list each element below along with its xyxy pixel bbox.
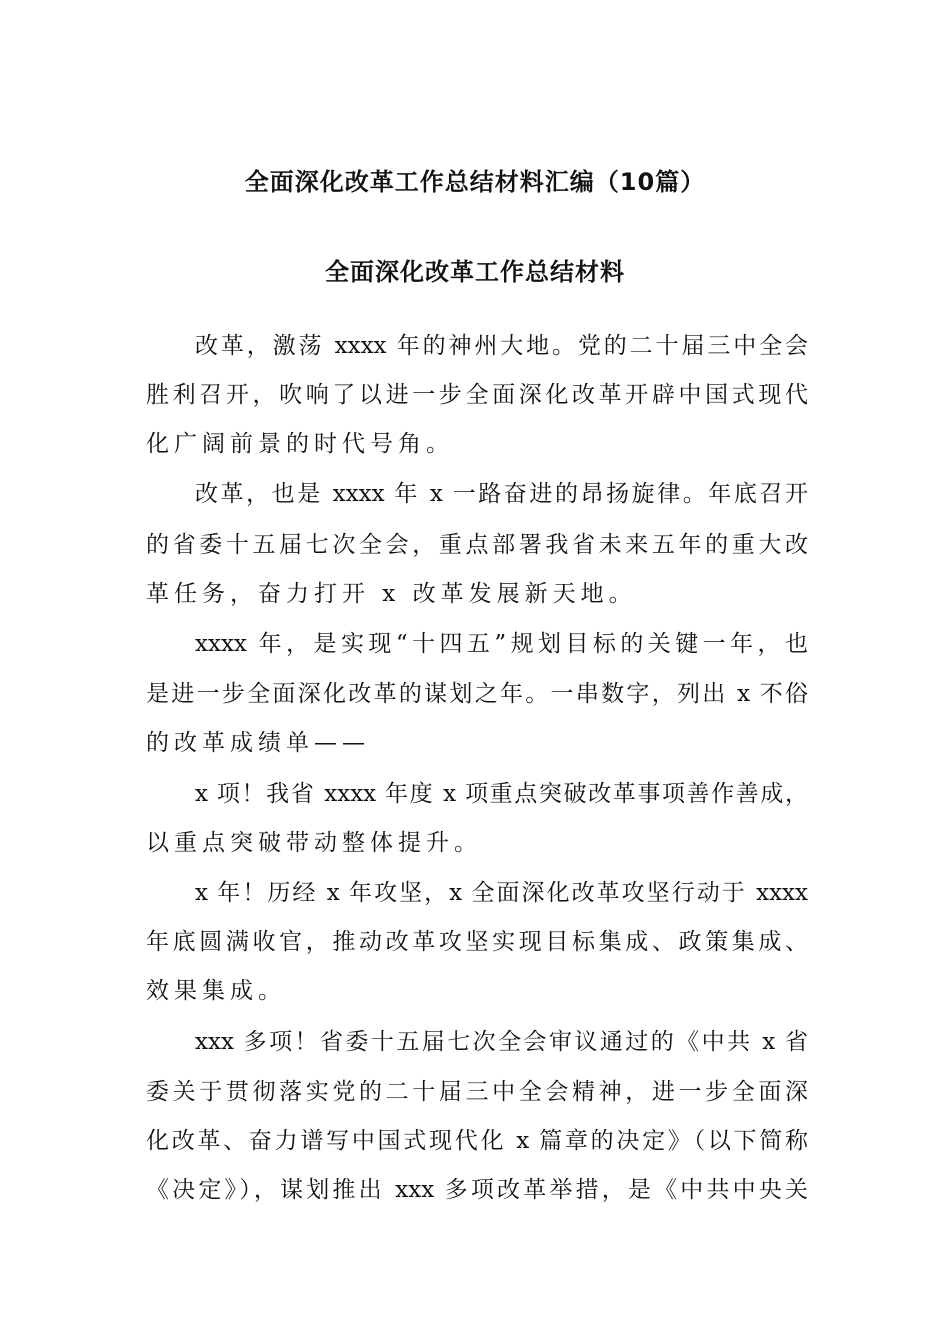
paragraph-line: x 项！我省 xxxx 年度 x 项重点突破改革事项善作善成，	[195, 781, 808, 807]
paragraph-line: 是进一步全面深化改革的谋划之年。一串数字，列出 x 不俗	[146, 681, 808, 707]
paragraph-line: 胜利召开，吹响了以进一步全面深化改革开辟中国式现代	[146, 382, 808, 408]
paragraph-line: xxxx 年，是实现“十四五”规划目标的关键一年，也	[195, 631, 808, 657]
document-subtitle: 全面深化改革工作总结材料	[325, 258, 625, 286]
paragraph-line: 以重点突破带动整体提升。	[146, 830, 482, 856]
paragraph-line: 《决定》），谋划推出 xxx 多项改革举措，是《中共中央关	[146, 1177, 808, 1203]
paragraph-line: 的省委十五届七次全会，重点部署我省未来五年的重大改	[146, 532, 808, 558]
paragraph-line: 化广阔前景的时代号角。	[146, 431, 454, 457]
paragraph-line: 革任务，奋力打开 x 改革发展新天地。	[146, 581, 637, 607]
document-title: 全面深化改革工作总结材料汇编（10篇）	[244, 168, 706, 196]
paragraph-line: x 年！历经 x 年攻坚，x 全面深化改革攻坚行动于 xxxx	[195, 880, 808, 906]
paragraph-line: 化改革、奋力谱写中国式现代化 x 篇章的决定》（以下简称	[146, 1128, 808, 1154]
paragraph-line: 的改革成绩单——	[146, 730, 370, 756]
paragraph-line: 效果集成。	[146, 978, 286, 1004]
paragraph-line: xxx 多项！省委十五届七次全会审议通过的《中共 x 省	[195, 1029, 808, 1055]
paragraph-line: 改革，激荡 xxxx 年的神州大地。党的二十届三中全会	[195, 333, 808, 359]
paragraph-line: 委关于贯彻落实党的二十届三中全会精神，进一步全面深	[146, 1079, 808, 1105]
paragraph-line: 改革，也是 xxxx 年 x 一路奋进的昂扬旋律。年底召开	[195, 481, 808, 507]
paragraph-line: 年底圆满收官，推动改革攻坚实现目标集成、政策集成、	[146, 929, 808, 955]
